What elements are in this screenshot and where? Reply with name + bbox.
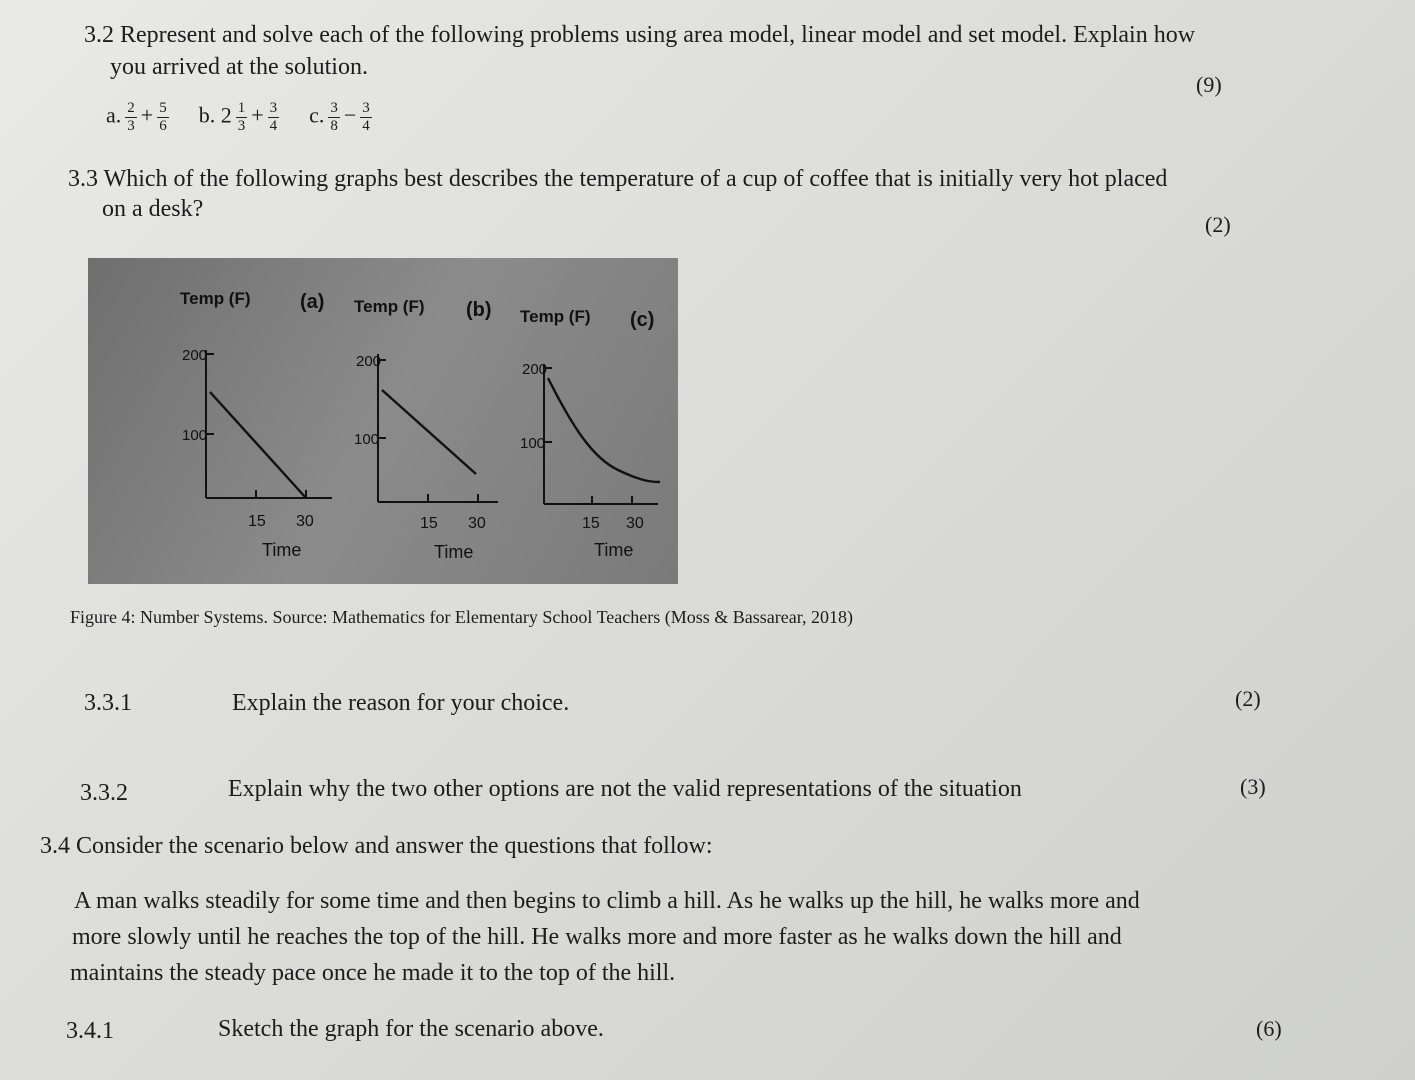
graph-a-tag: (a) [300,291,325,313]
q34-heading: 3.4 Consider the scenario below and answer the questions that follow: [40,833,713,859]
graph-a-xlabel: Time [262,540,302,560]
operator: + [251,102,264,128]
q341-marks: (6) [1256,1016,1282,1041]
figure-caption: Figure 4: Number Systems. Source: Mathematics for Elementary School Teachers (Moss & Bassarear, 2018) [70,607,854,627]
graph-a-ylabel: Temp (F) [180,289,251,308]
graph-b-tag: (b) [466,299,492,321]
figure-graphs-panel [88,258,678,584]
q33-line2: on a desk? [102,196,204,222]
q32-marks: (9) [1196,72,1222,97]
fraction: $\frac{2}{3}$ [127,100,135,134]
item-label: b. 2 [198,102,232,128]
graph-b-xtick-15: 15 [420,515,438,532]
q332-marks: (3) [1240,774,1266,799]
q34-para-line3: maintains the steady pace once he made it to the top of the hill. [70,960,676,986]
q331-text: Explain the reason for your choice. [232,690,570,716]
graph-c-xtick-15: 15 [582,515,600,532]
graph-b [354,297,498,562]
graph-c-xtick-30: 30 [626,515,644,532]
q32-items [106,100,398,135]
graph-a-line [210,392,306,498]
graph-c-curve [548,378,660,482]
q33-line1: 3.3 Which of the following graphs best describes the temperature of a cup of coffee that is initially very hot placed [68,166,1168,192]
q32-item-c [309,100,376,135]
graph-c [520,307,660,560]
graph-b-xlabel: Time [434,542,474,562]
item-label: a. [106,102,122,128]
graph-b-ytick-200: 200 [356,353,382,370]
q332-number: 3.3.2 [80,780,128,806]
graph-b-xtick-30: 30 [468,515,486,532]
graph-a-xtick-30: 30 [296,513,314,530]
q34-para-line1: A man walks steadily for some time and then begins to climb a hill. As he walks up the hill, he walks more and [74,888,1140,914]
q33-marks: (2) [1205,212,1231,237]
q331-number: 3.3.1 [84,690,132,716]
graph-c-ylabel: Temp (F) [520,307,591,326]
fraction: $\frac{3}{8}$ [330,100,338,134]
q341-text: Sketch the graph for the scenario above. [218,1016,604,1042]
graph-a-ytick-100: 100 [182,427,208,444]
fraction: $\frac{1}{3}$ [237,100,246,134]
q34-para-line2: more slowly until he reaches the top of the hill. He walks more and more faster as he walks down the hill and [72,924,1122,950]
graph-c-xlabel: Time [594,540,634,560]
fraction: $\frac{3}{4}$ [362,100,370,134]
graph-c-tag: (c) [630,309,655,331]
graph-c-ytick-100: 100 [520,435,546,452]
item-label: c. [309,102,325,128]
q32-item-a [106,100,173,135]
graph-b-line [382,390,476,474]
graph-a-ytick-200: 200 [182,347,208,364]
operator: − [343,102,357,128]
graphs-svg [88,258,678,584]
q32-item-b [199,100,283,135]
q332-text: Explain why the two other options are not the valid representations of the situation [228,776,1022,802]
fraction: $\frac{3}{4}$ [269,100,278,134]
fraction: $\frac{5}{6}$ [159,100,167,134]
graph-b-ytick-100: 100 [354,431,380,448]
q32-line1: 3.2 Represent and solve each of the following problems using area model, linear model and set model. Explain how [84,22,1196,48]
q341-number: 3.4.1 [66,1018,114,1044]
graph-c-ytick-200: 200 [522,361,548,378]
q32-line2: you arrived at the solution. [110,54,368,80]
q331-marks: (2) [1235,686,1261,711]
operator: + [140,102,154,128]
graph-b-ylabel: Temp (F) [354,297,425,316]
graph-a-xtick-15: 15 [248,513,266,530]
graph-a [180,289,332,560]
